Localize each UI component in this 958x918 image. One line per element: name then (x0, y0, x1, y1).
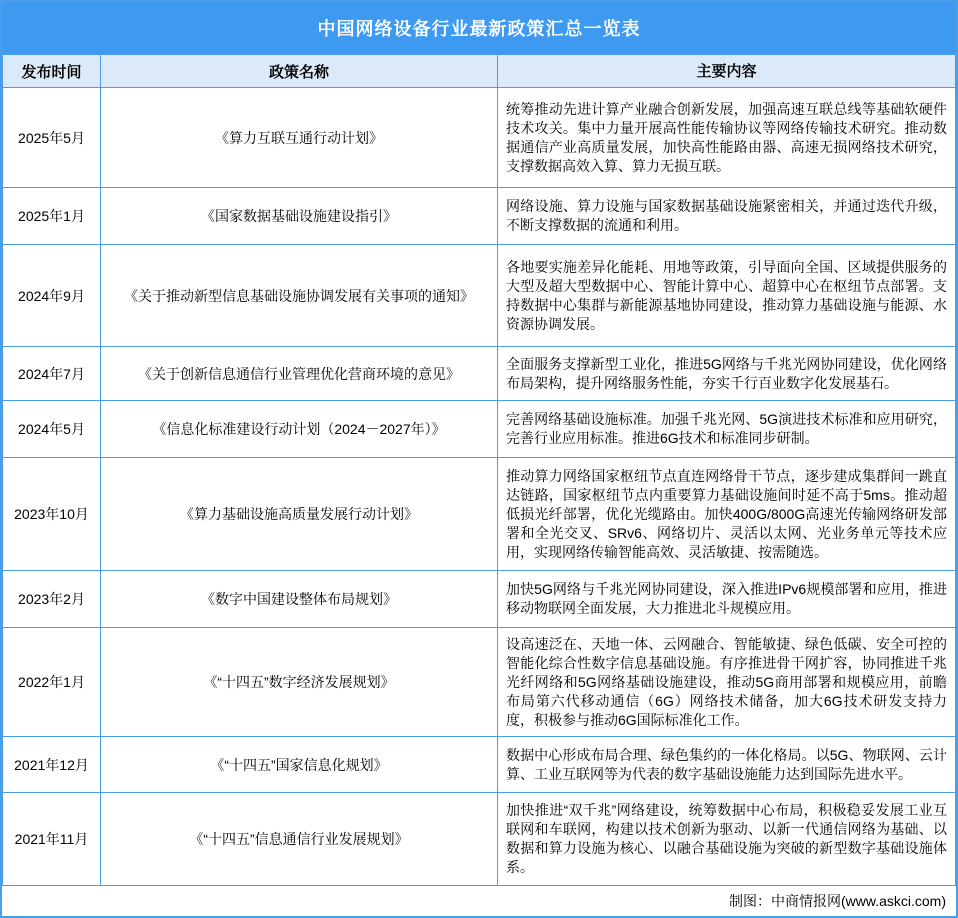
date-cell: 2022年1月 (3, 628, 101, 737)
table-row (3, 401, 956, 458)
policy-name-cell: 《数字中国建设整体布局规划》 (101, 571, 498, 628)
table-row (3, 458, 956, 571)
date-cell: 2025年5月 (3, 88, 101, 188)
date-cell: 2024年5月 (3, 401, 101, 458)
content-cell: 数据中心形成布局合理、绿色集约的一体化格局。以5G、物联网、云计算、工业互联网等为代表的数字基础设施能力达到国际先进水平。 (498, 737, 956, 793)
policy-name-cell: 《关于创新信息通信行业管理优化营商环境的意见》 (101, 347, 498, 401)
date-cell: 2023年2月 (3, 571, 101, 628)
date-cell: 2024年9月 (3, 245, 101, 347)
table-row (3, 88, 956, 188)
table-row (3, 571, 956, 628)
policy-table-header (3, 55, 956, 88)
table-row (3, 628, 956, 737)
date-cell: 2024年7月 (3, 347, 101, 401)
column-header-date: 发布时间 (3, 55, 101, 88)
footer-credit: 制图：中商情报网(www.askci.com) (2, 886, 956, 916)
policy-name-cell: 《国家数据基础设施建设指引》 (101, 188, 498, 245)
policy-name-cell: 《算力互联互通行动计划》 (101, 88, 498, 188)
policy-table (2, 54, 956, 886)
policy-name-cell: 《关于推动新型信息基础设施协调发展有关事项的通知》 (101, 245, 498, 347)
column-header-content: 主要内容 (498, 55, 956, 88)
content-cell: 设高速泛在、天地一体、云网融合、智能敏捷、绿色低碳、安全可控的智能化综合性数字信息基础设施。有序推进骨干网扩容，协同推进千兆光纤网络和5G网络基础设施建设，推动5G商用部署和规模应用，前瞻布局第六代移动通信（6G）网络技术储备，加大6G技术研发支持力度，积极参与推动6G国际标准化工作。 (498, 628, 956, 737)
content-cell: 网络设施、算力设施与国家数据基础设施紧密相关，并通过迭代升级，不断支撑数据的流通和利用。 (498, 188, 956, 245)
content-cell: 统筹推动先进计算产业融合创新发展，加强高速互联总线等基础软硬件技术攻关。集中力量开展高性能传输协议等网络传输技术研究。推动数据通信产业高质量发展，加快高性能路由器、高速无损网络技术研究，支撑数据高效入算、算力无损互联。 (498, 88, 956, 188)
page-title: 中国网络设备行业最新政策汇总一览表 (2, 2, 956, 54)
table-row (3, 737, 956, 793)
table-row (3, 245, 956, 347)
content-cell: 加快5G网络与千兆光网协同建设，深入推进IPv6规模部署和应用，推进移动物联网全面发展，大力推进北斗规模应用。 (498, 571, 956, 628)
table-row (3, 347, 956, 401)
content-cell: 推动算力网络国家枢纽节点直连网络骨干节点，逐步建成集群间一跳直达链路，国家枢纽节点内重要算力基础设施间时延不高于5ms。推动超低损光纤部署，优化光缆路由。加快400G/800G高速光传输网络研发部署和全光交叉、SRv6、网络切片、灵活以太网、光业务单元等技术应用，实现网络传输智能高效、灵活敏捷、按需随选。 (498, 458, 956, 571)
content-cell: 各地要实施差异化能耗、用地等政策，引导面向全国、区域提供服务的大型及超大型数据中心、智能计算中心、超算中心在枢纽节点部署。支持数据中心集群与新能源基地协同建设，推动算力基础设施与能源、水资源协调发展。 (498, 245, 956, 347)
date-cell: 2025年1月 (3, 188, 101, 245)
date-cell: 2023年10月 (3, 458, 101, 571)
policy-name-cell: 《算力基础设施高质量发展行动计划》 (101, 458, 498, 571)
policy-table-body (3, 88, 956, 886)
column-header-policy: 政策名称 (101, 55, 498, 88)
content-cell: 全面服务支撑新型工业化，推进5G网络与千兆光网协同建设，优化网络布局架构，提升网络服务性能，夯实千行百业数字化发展基石。 (498, 347, 956, 401)
policy-name-cell: 《“十四五”数字经济发展规划》 (101, 628, 498, 737)
date-cell: 2021年11月 (3, 793, 101, 886)
table-row (3, 188, 956, 245)
date-cell: 2021年12月 (3, 737, 101, 793)
content-cell: 加快推进“双千兆”网络建设，统筹数据中心布局，积极稳妥发展工业互联网和车联网，构建以技术创新为驱动、以新一代通信网络为基础、以数据和算力设施为核心、以融合基础设施为突破的新型数字基础设施体系。 (498, 793, 956, 886)
policy-name-cell: 《“十四五”信息通信行业发展规划》 (101, 793, 498, 886)
policy-name-cell: 《“十四五”国家信息化规划》 (101, 737, 498, 793)
header-row (3, 55, 956, 88)
content-cell: 完善网络基础设施标准。加强千兆光网、5G演进技术标准和应用研究，完善行业应用标准。推进6G技术和标准同步研制。 (498, 401, 956, 458)
table-row (3, 793, 956, 886)
policy-name-cell: 《信息化标准建设行动计划（2024－2027年）》 (101, 401, 498, 458)
